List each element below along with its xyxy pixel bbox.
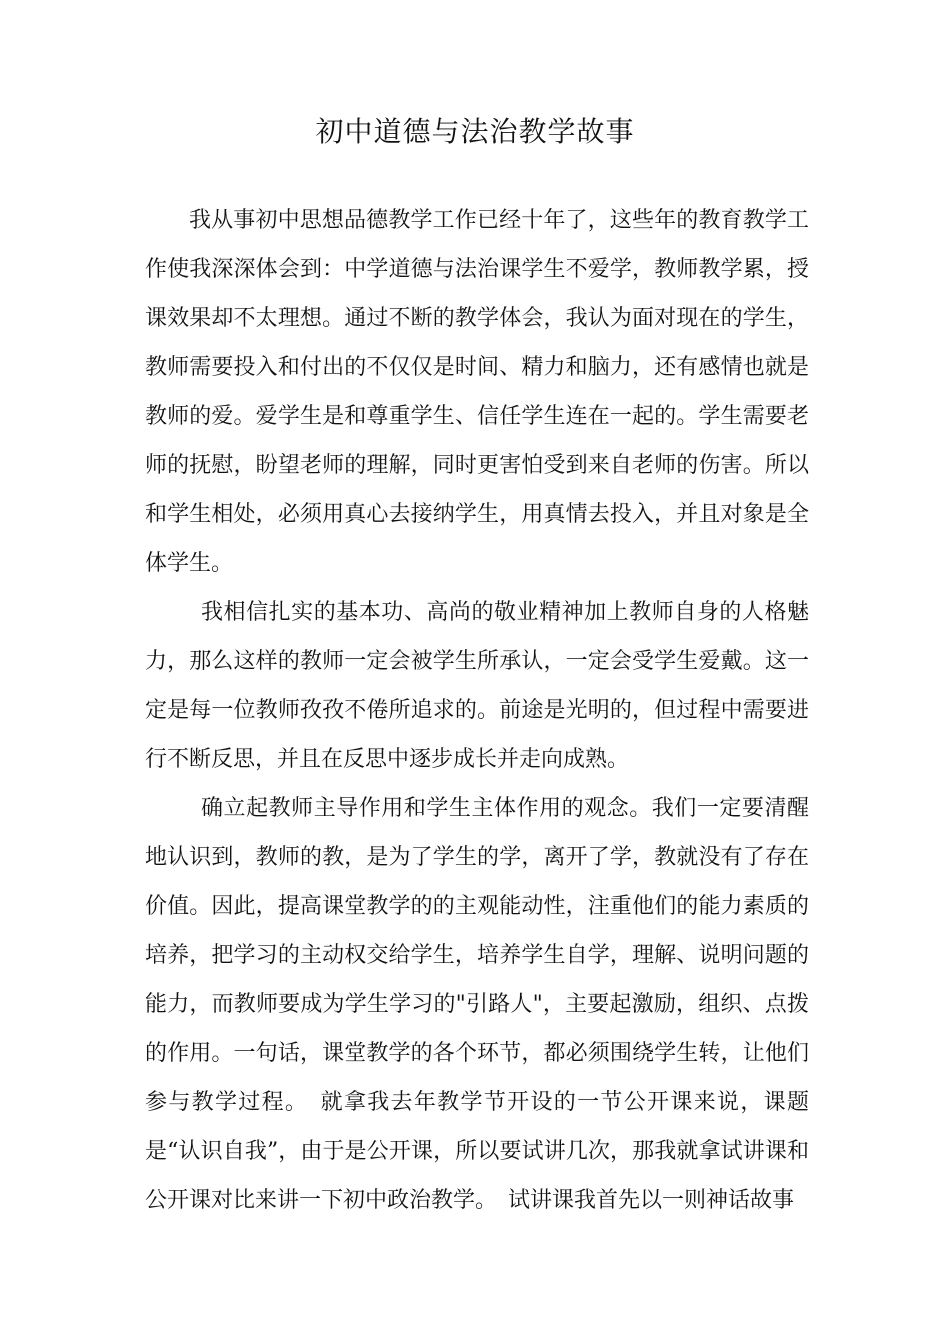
- paragraph: 确立起教师主导作用和学生主体作用的观念。我们一定要清醒地认识到，教师的教，是为了学生的学，离开了学，教就没有了存在价值。因此，提高课堂教学的的主观能动性，注重他们的能力素质的培养，把学习的主动权交给学生，培养学生自学，理解、说明问题的能力，而教师要成为学生学习的"引路人"，主要起激励，组织、点拨的作用。一句话，课堂教学的各个环节，都必须围绕学生转，让他们参与教学过程。 就拿我去年教学节开设的一节公开课来说，课题是“认识自我”，由于是公开课，所以要试讲几次，那我就拿试讲课和公开课对比来讲一下初中政治教学。 试讲课我首先以一则神话故事: [145, 796, 809, 1213]
- document-title: 初中道德与法治教学故事: [315, 115, 635, 148]
- paragraph: 我从事初中思想品德教学工作已经十年了，这些年的教育教学工作使我深深体会到：中学道德与法治课学生不爱学，教师教学累，授课效果却不太理想。通过不断的教学体会，我认为面对现在的学生，教师需要投入和付出的不仅仅是时间、精力和脑力，还有感情也就是教师的爱。爱学生是和尊重学生、信任学生连在一起的。学生需要老师的抚慰，盼望老师的理解，同时更害怕受到来自老师的伤害。所以和学生相处，必须用真心去接纳学生，用真情去投入，并且对象是全体学生。: [145, 208, 809, 576]
- document-body: [145, 196, 809, 1225]
- paragraph: 我相信扎实的基本功、高尚的敬业精神加上教师自身的人格魅力，那么这样的教师一定会被学生所承认，一定会受学生爱戴。这一定是每一位教师孜孜不倦所追求的。前途是光明的，但过程中需要进行不断反思，并且在反思中逐步成长并走向成熟。: [145, 600, 809, 772]
